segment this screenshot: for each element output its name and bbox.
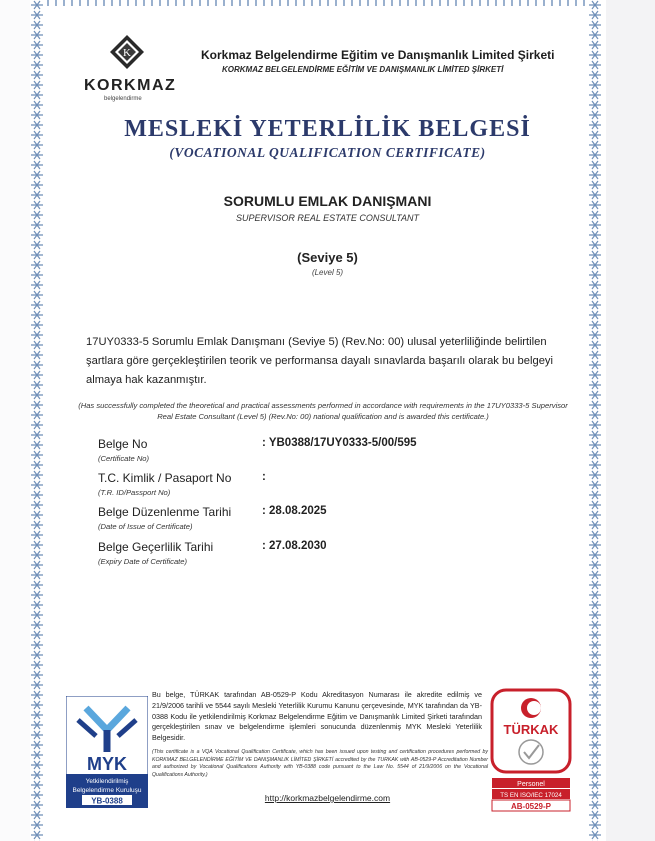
field-id-number [98, 471, 578, 505]
footer-text: Bu belge, TÜRKAK tarafından AB-0529-P Kodu Akreditasyon Numarası ile akredite edilmiş ve 21/9/2006 tarihli ve 5544 sayılı Mesleki Yeterlilik Kurumu Kanunu çerçevesinde, MYK tarafından da YB-0388 Kodu ile yetkilendirilmiş Korkmaz Belgelendirme Eğitim ve Danışmanlık Limited Şirketi tarafından gerçekleştirilen sınav ve belgelendirme işlemleri sonucunda düzenlenmiş MYK Mesleki Yeterlilik Belgesidir. [152, 690, 482, 743]
certificate-title-en: (VOCATIONAL QUALIFICATION CERTIFICATE) [169, 145, 486, 160]
field-label: T.C. Kimlik / Pasaport No [98, 471, 232, 485]
field-expiry-date [98, 540, 578, 574]
field-sublabel: (T.R. ID/Passport No) [98, 488, 171, 497]
logo-letter: K [123, 47, 131, 59]
turkak-standard: TS EN ISO/IEC 17024 [500, 792, 562, 799]
qualification-level: (Seviye 5) [297, 250, 358, 265]
field-issue-date [98, 505, 578, 539]
field-sublabel: (Expiry Date of Certificate) [98, 557, 188, 566]
myk-label1: Yetkilendirilmiş [85, 778, 129, 785]
turkak-logo-icon [490, 688, 572, 812]
myk-name: MYK [87, 754, 127, 774]
myk-logo-icon [66, 696, 148, 808]
qualification-name-en: SUPERVISOR REAL ESTATE CONSULTANT [235, 213, 420, 223]
brand-subtitle: belgelendirme [104, 96, 142, 102]
turkak-code: AB-0529-P [510, 802, 552, 811]
turkak-name: TÜRKAK [503, 722, 559, 737]
qualification-level-en: (Level 5) [311, 268, 344, 277]
statement-text: 17UY0333-5 Sorumlu Emlak Danışmanı (Seviye 5) (Rev.No: 00) ulusal yeterliliğinde belirtilen şartlara göre gerçekleştirilen teorik ve performansa dayalı sınavlarda başarılı olarak bu belgeyi almaya hak kazanmıştır. [86, 336, 554, 386]
field-label: Belge No [98, 437, 148, 451]
field-sublabel: (Date of Issue of Certificate) [98, 522, 193, 531]
statement-text-en: (Has successfully completed the theoretical and practical assessments performed in accordance with requirements in the 17UY0333-5 Supervisor Real Estate Consultant (Level 5) (Rev.No: 00) national qualification and is awarded this certificate.) [78, 401, 568, 421]
field-label: Belge Düzenlenme Tarihi [98, 505, 232, 519]
company-name-caps: KORKMAZ BELGELENDİRME EĞİTİM VE DANIŞMANLIK LİMİTED ŞİRKETİ [222, 65, 504, 74]
footer-text-en: (This certificate is a VQA Vocational Qualification Certificate, which has been issued upon testing and certification procedures performed by KORKMAZ BELGELENDİRME EĞİTİM VE DANIŞMANLIK LİMİTED ŞİRKETİ accredited by the TURKAK with AB-0529-P Accreditation Number and authorized by Vocational Qualifications Authority with YB-0388 code pursuant to the Law No. 5544 of 21/9/2006 on the Vocational Qualifications Authority.) [152, 749, 488, 778]
myk-label2: Belgelendirme Kuruluşu [72, 787, 142, 794]
field-label: Belge Geçerlilik Tarihi [98, 540, 214, 554]
turkak-personel: Personel [517, 781, 545, 788]
top-border-ornament [44, 0, 588, 8]
field-sublabel: (Certificate No) [98, 454, 150, 463]
field-value: : [262, 471, 266, 483]
company-name: Korkmaz Belgelendirme Eğitim ve Danışmanlık Limited Şirketi [201, 48, 555, 62]
field-certificate-no [98, 437, 578, 471]
field-value: : 27.08.2030 [262, 540, 327, 552]
brand-name: KORKMAZ [84, 77, 177, 94]
qualification-name: SORUMLU EMLAK DANIŞMANI [223, 193, 432, 209]
field-value: : YB0388/17UY0333-5/00/595 [262, 437, 417, 449]
website-link[interactable]: http://korkmazbelgelendirme.com [264, 793, 391, 803]
certificate-title: MESLEKİ YETERLİLİK BELGESİ [124, 116, 531, 142]
myk-code: YB-0388 [91, 796, 123, 806]
field-value: : 28.08.2025 [262, 505, 327, 517]
